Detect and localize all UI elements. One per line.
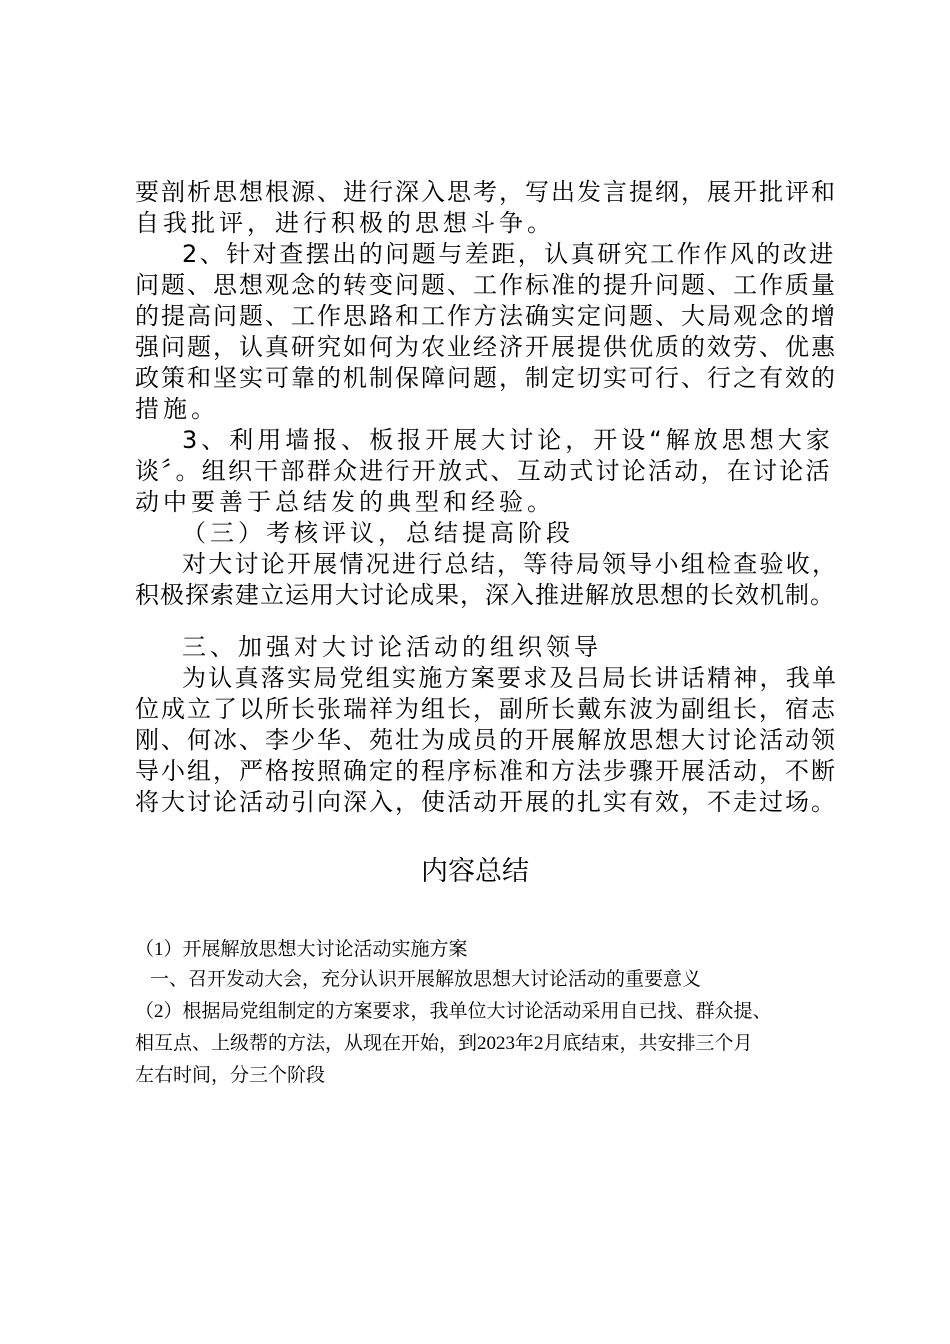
body-line: 问题、思想观念的转变问题、工作标准的提升问题、工作质量 bbox=[135, 271, 837, 299]
section-heading: 三、加强对大讨论活动的组织领导 bbox=[182, 633, 602, 661]
body-line: 为认真落实局党组实施方案要求及吕局长讲话精神，我单 bbox=[182, 664, 839, 692]
body-line: 强问题，认真研究如何为农业经济开展提供优质的效劳、优惠 bbox=[135, 333, 837, 361]
body-line: 自我批评，进行积极的思想斗争。 bbox=[135, 209, 555, 237]
body-line: 的提高问题、工作思路和工作方法确实定问题、大局观念的增 bbox=[135, 302, 837, 330]
body-line: 政策和坚实可靠的机制保障问题，制定切实可行、行之有效的 bbox=[135, 364, 837, 392]
section-heading: （三）考核评议，总结提高阶段 bbox=[182, 519, 574, 547]
body-line: 2、针对查摆出的问题与差距，认真研究工作作风的改进 bbox=[182, 240, 836, 268]
summary-line: （2）根据局党组制定的方案要求，我单位大讨论活动采用自已找、群众提、 bbox=[135, 1001, 772, 1022]
body-line: 积极探索建立运用大讨论成果，深入推进解放思想的长效机制。 bbox=[135, 581, 835, 609]
body-line: 3、利用墙报、板报开展大讨论，开设“解放思想大家 bbox=[182, 426, 834, 454]
summary-line: （1）开展解放思想大讨论活动实施方案 bbox=[135, 939, 468, 960]
summary-line: 相互点、上级帮的方法，从现在开始，到2023年2月底结束，共安排三个月 bbox=[135, 1033, 753, 1054]
summary-line: 左右时间，分三个阶段 bbox=[135, 1065, 326, 1086]
summary-title: 内容总结 bbox=[421, 856, 529, 887]
body-line: 措施。 bbox=[135, 395, 219, 423]
body-line: 动中要善于总结发的典型和经验。 bbox=[135, 488, 555, 516]
body-line: 对大讨论开展情况进行总结，等待局领导小组检查验收， bbox=[182, 550, 839, 578]
body-line: 刚、何冰、李少华、苑壮为成员的开展解放思想大讨论活动领 bbox=[135, 726, 837, 754]
body-line: 将大讨论活动引向深入，使活动开展的扎实有效，不走过场。 bbox=[135, 788, 837, 816]
summary-line: 一、召开发动大会，充分认识开展解放思想大讨论活动的重要意义 bbox=[150, 969, 702, 990]
body-line: 谈〞。组织干部群众进行开放式、互动式讨论活动，在讨论活 bbox=[135, 457, 832, 485]
body-line: 导小组，严格按照确定的程序标准和方法步骤开展活动，不断 bbox=[135, 757, 837, 785]
body-line: 位成立了以所长张瑞祥为组长，副所长戴东波为副组长，宿志 bbox=[135, 695, 837, 723]
body-line: 要剖析思想根源、进行深入思考，写出发言提纲，展开批评和 bbox=[135, 178, 837, 206]
